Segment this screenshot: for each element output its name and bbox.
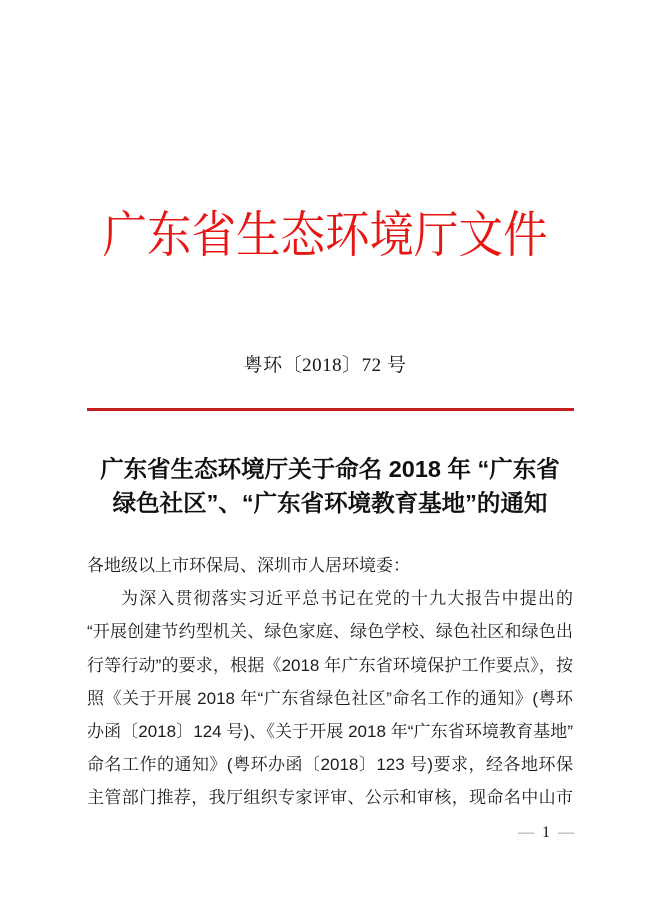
page-footer (87, 824, 578, 842)
body-paragraphs (87, 549, 573, 815)
page-number: 1 (542, 824, 551, 841)
body-line: “开展创建节约型机关、绿色家庭、绿色学校、绿色社区和绿色出 (87, 622, 573, 642)
body-line: 命名工作的通知》(粤环办函〔2018〕123 号)要求，经各地环保 (87, 755, 573, 775)
document-title (82, 452, 578, 520)
document-number: 粤环〔2018〕72 号 (243, 355, 407, 376)
body-line: 主管部门推荐，我厅组织专家评审、公示和审核，现命名中山市 (87, 788, 573, 808)
document-title-line-1: 广东省生态环境厅关于命名 2018 年 “广东省 (100, 456, 560, 482)
agency-banner-title: 广东省生态环境厅文件 (102, 207, 548, 263)
document-title-line-2: 绿色社区”、“广东省环境教育基地”的通知 (112, 490, 548, 516)
body-line: 为深入贯彻落实习近平总书记在党的十九大报告中提出的 (121, 589, 573, 609)
salutation-line: 各地级以上市环保局、深圳市人居环境委： (87, 556, 410, 575)
footer-right-dash: — (558, 824, 575, 841)
red-divider-rule (87, 408, 574, 411)
footer-left-dash: — (518, 824, 535, 841)
body-line: 办函〔2018〕124 号)、《关于开展 2018 年“广东省环境教育基地” (87, 722, 573, 742)
body-line: 照《关于开展 2018 年“广东省绿色社区”命名工作的通知》(粤环 (87, 688, 573, 708)
body-line: 行等行动”的要求，根据《2018 年广东省环境保护工作要点》，按 (87, 655, 573, 675)
